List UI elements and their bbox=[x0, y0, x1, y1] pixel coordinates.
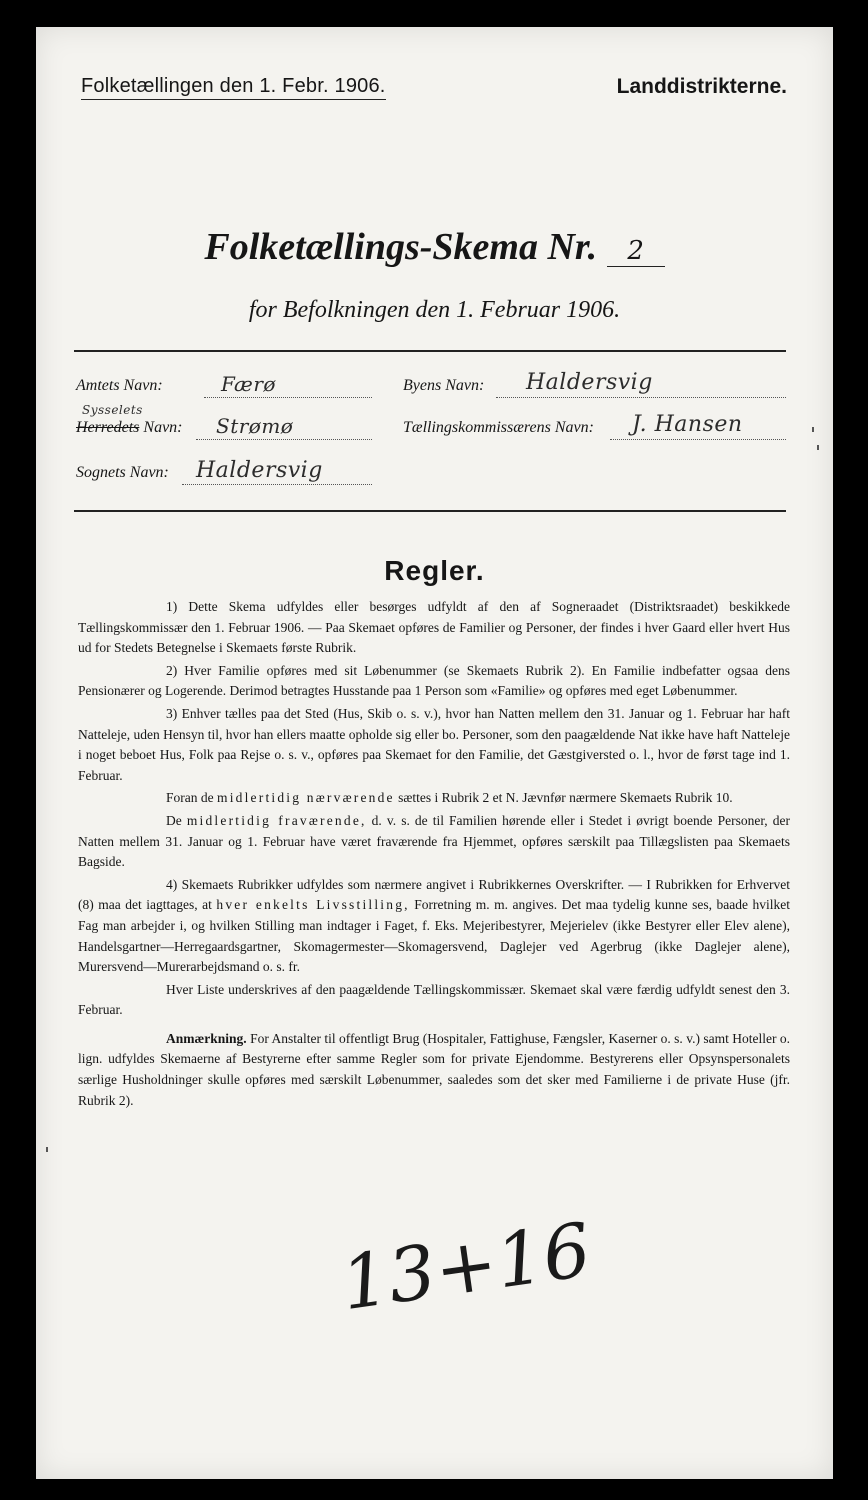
rule-4-post: Forretning m. m. angives. Det maa tydelig kunne ses, baade hvilket Fag man arbejder i, og hvilken Stilling man indtager i Faget, f. Eks. Mejeribestyrer, Mejerielev (ikke Bestyrer eller Elev alene), Handelsgartner—Herregaardsgartner, Skomagermester—Skomagersvend, Daglejer ved Agerbrug (ikke Daglejer alene), Murersvend—Murerarbejdsmand o. s. fr. bbox=[78, 897, 791, 975]
by-value: Haldersvig bbox=[526, 370, 653, 395]
rules-heading: Regler. bbox=[384, 555, 485, 586]
herred-line bbox=[196, 439, 372, 440]
rule-3c-spaced: midlertidig fraværende, bbox=[186, 812, 367, 828]
herred-label-rest: Navn: bbox=[143, 419, 183, 436]
note bbox=[78, 1029, 790, 1111]
rule-4b: Hver Liste underskrives af den paagældende Tællingskommissær. Skemaet skal være færdig udfyldt senest den 3. Februar. bbox=[78, 981, 790, 1018]
rule-4 bbox=[78, 875, 790, 978]
divider-top bbox=[74, 350, 786, 352]
by-label: Byens Navn: bbox=[403, 377, 485, 394]
sogn-line bbox=[182, 484, 372, 485]
kommissaer-line bbox=[610, 439, 786, 440]
rule-4-pre: 4) Skemaets Rubrikker udfyldes som nærmere angivet i Rubrikkernes Overskrifter. — I Rubrikken for Erhvervet (8) maa det iagttages, at bbox=[78, 876, 790, 913]
margin-mark bbox=[812, 427, 814, 432]
census-form-sheet bbox=[36, 27, 833, 1479]
rule-1: 1) Dette Skema udfyldes eller besørges udfyldt af den af Sogneraadet (Distriktsraadet) beskikkede Tællingskommissær den 1. Februar 1906. — Paa Skemaet opføres de Familier og Personer, der findes i hver Gaard eller hvert Hus ud for Stedets Betegnelse i Skemaets første Rubrik. bbox=[78, 599, 790, 656]
herred-value: Strømø bbox=[216, 414, 294, 438]
herred-label-correction: Sysselets bbox=[82, 403, 143, 417]
rule-3b-pre: Foran de bbox=[166, 790, 214, 806]
rule-4-spaced: hver enkelts Livsstilling, bbox=[216, 897, 410, 913]
by-line bbox=[496, 397, 786, 398]
form-subtitle: for Befolkningen den 1. Februar 1906. bbox=[248, 297, 621, 323]
amt-label: Amtets Navn: bbox=[76, 377, 163, 394]
sogn-label: Sognets Navn: bbox=[76, 464, 169, 481]
margin-mark bbox=[46, 1147, 48, 1152]
rule-3b-post: sættes i Rubrik 2 et N. Jævnfør nærmere Skemaets Rubrik 10. bbox=[398, 790, 733, 806]
rule-2: 2) Hver Familie opføres med sit Løbenummer (se Skemaets Rubrik 2). En Familie indbefatter ogsaa dens Pensionærer og Logerende. Derimod betragtes Husstande paa 1 Person som «Familie» og opføres med eget Løbenummer. bbox=[78, 662, 790, 699]
note-label: Anmærkning. bbox=[166, 1030, 247, 1046]
sogn-value: Haldersvig bbox=[196, 458, 323, 483]
census-date-header: Folketællingen den 1. Febr. 1906. bbox=[81, 75, 386, 100]
herred-label bbox=[76, 419, 183, 437]
herred-label-struck: Herredets bbox=[76, 419, 140, 436]
kommissaer-value: J. Hansen bbox=[632, 412, 743, 437]
rule-3c-post: d. v. s. de til Familien hørende eller i Stedet i øvrigt boende Personer, der Natten mellem 31. Januar og 1. Februar have været fraværende fra Hjemmet, opføres særskilt paa Tillægslisten paa Skemaets Bagside. bbox=[78, 812, 790, 870]
form-title-text: Folketællings-Skema Nr. bbox=[204, 226, 598, 268]
rule-3b-spaced: midlertidig nærværende bbox=[217, 790, 395, 806]
form-number: 2 bbox=[607, 236, 665, 267]
form-title bbox=[36, 225, 833, 269]
divider-bottom bbox=[74, 510, 786, 512]
kommissaer-label: Tællingskommissærens Navn: bbox=[403, 419, 594, 436]
district-type-header: Landdistrikterne. bbox=[616, 75, 787, 98]
rules-text bbox=[78, 597, 790, 1113]
margin-mark bbox=[817, 445, 819, 450]
amt-value: Færø bbox=[221, 372, 276, 396]
rule-3: 3) Enhver tælles paa det Sted (Hus, Skib o. s. v.), hvor han Natten mellem den 31. Januar og 1. Februar har haft Natteleje, uden Hensyn til, hvor han ellers maatte opholde sig eller bo. Personer, som den paagældende Nat ikke have haft Natteleje i noget beboet Hus, Folk paa Rejse o. s. v., opføres paa Skemaet for den Familie, det Gæstgiversted o. l., hvor de først tage ind 1. Februar. bbox=[78, 705, 790, 783]
note-text: For Anstalter til offentligt Brug (Hospitaler, Fattighuse, Fængsler, Kaserner o. s. v.) samt Hoteller o. lign. udfyldes Skemaerne af Bestyrerne efter samme Regler som for private Ejendomme. Bestyrerens eller Opsynspersonalets særlige Husholdninger skulle opføres med særskilt Løbenummer, saaledes som det sker med Familierne i de private Huse (jfr. Rubrik 2). bbox=[78, 1030, 790, 1108]
handwritten-note: 13+16 bbox=[336, 1207, 596, 1328]
rule-3c-pre: De bbox=[166, 812, 182, 828]
rule-3b bbox=[78, 788, 790, 809]
amt-line bbox=[204, 397, 372, 398]
rule-3c bbox=[78, 811, 790, 873]
